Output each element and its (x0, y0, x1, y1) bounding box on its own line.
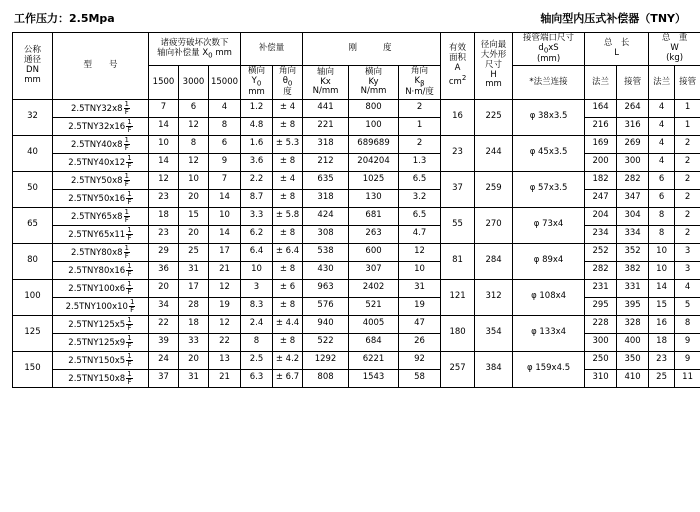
cell-fatigue-15000: 10 (209, 207, 241, 225)
cell-weight-pipe: 2 (675, 135, 700, 153)
cell-fatigue-3000: 20 (179, 225, 209, 243)
cell-length-pipe: 304 (617, 207, 649, 225)
col-header-stiffness: 刚 度 (303, 33, 441, 66)
cell-fatigue-3000: 17 (179, 279, 209, 297)
cell-length-flange: 228 (585, 315, 617, 333)
cell-model: 2.5TNY40x8 $\frac{1}{F}$ (53, 135, 149, 153)
cell-lateral-y0: 3.6 (241, 153, 273, 171)
cell-model: 2.5TNY100x10 $\frac{1}{F}$ (53, 297, 149, 315)
cell-radial-size: 384 (475, 351, 513, 387)
table-row (13, 261, 700, 279)
cell-dn: 100 (13, 279, 53, 315)
cell-angular-theta: ± 4.2 (273, 351, 303, 369)
cell-weight-pipe: 1 (675, 99, 700, 117)
table-body (13, 99, 700, 387)
cell-lateral-y0: 8.3 (241, 297, 273, 315)
cell-weight-flange: 16 (649, 315, 675, 333)
cell-kbeta: 19 (399, 297, 441, 315)
cell-weight-flange: 4 (649, 117, 675, 135)
cell-kbeta: 26 (399, 333, 441, 351)
cell-model: 2.5TNY32x16 $\frac{1}{F}$ (53, 117, 149, 135)
table-row (13, 225, 700, 243)
cell-fatigue-15000: 21 (209, 261, 241, 279)
page-title: 轴向型内压式补偿器（TNY） (540, 12, 686, 25)
table-row (13, 243, 700, 261)
cell-fatigue-1500: 24 (149, 351, 179, 369)
cell-ky: 600 (349, 243, 399, 261)
cell-lateral-y0: 4.8 (241, 117, 273, 135)
cell-fatigue-1500: 23 (149, 225, 179, 243)
cell-angular-theta: ± 8 (273, 117, 303, 135)
cell-ky: 684 (349, 333, 399, 351)
cell-weight-flange: 10 (649, 243, 675, 261)
cell-weight-pipe: 2 (675, 189, 700, 207)
col-header-length-pipe: 接管 (617, 66, 649, 99)
col-header-weight-pipe: 接管 (675, 66, 700, 99)
cell-fatigue-3000: 18 (179, 315, 209, 333)
cell-kbeta: 4.7 (399, 225, 441, 243)
cell-fatigue-15000: 14 (209, 189, 241, 207)
cell-length-pipe: 400 (617, 333, 649, 351)
cell-port-size: φ 57x3.5 (513, 171, 585, 207)
cell-model: 2.5TNY50x8 $\frac{1}{F}$ (53, 171, 149, 189)
cell-lateral-y0: 1.2 (241, 99, 273, 117)
cell-angular-theta: ± 8 (273, 189, 303, 207)
col-header-model: 型 号 (53, 33, 149, 100)
cell-weight-flange: 4 (649, 153, 675, 171)
cell-kbeta: 2 (399, 135, 441, 153)
cell-weight-pipe: 3 (675, 243, 700, 261)
cell-kx: 430 (303, 261, 349, 279)
cell-weight-pipe: 8 (675, 315, 700, 333)
cell-fatigue-1500: 20 (149, 279, 179, 297)
table-row (13, 369, 700, 387)
cell-weight-flange: 4 (649, 99, 675, 117)
col-header-weight-flange: 法兰 (649, 66, 675, 99)
specification-table (12, 32, 700, 388)
page-header (12, 10, 688, 26)
cell-weight-pipe: 9 (675, 333, 700, 351)
cell-fatigue-15000: 14 (209, 225, 241, 243)
cell-dn: 150 (13, 351, 53, 387)
cell-fatigue-1500: 14 (149, 117, 179, 135)
cell-kx: 940 (303, 315, 349, 333)
table-row (13, 153, 700, 171)
cell-weight-flange: 18 (649, 333, 675, 351)
cell-port-size: φ 89x4 (513, 243, 585, 279)
cell-area: 81 (441, 243, 475, 279)
table-row (13, 207, 700, 225)
col-header-total-weight: 总 重 W (kg) (649, 33, 700, 66)
cell-weight-pipe: 2 (675, 171, 700, 189)
cell-model: 2.5TNY50x16 $\frac{1}{F}$ (53, 189, 149, 207)
cell-kx: 1292 (303, 351, 349, 369)
cell-weight-pipe: 2 (675, 153, 700, 171)
cell-length-flange: 247 (585, 189, 617, 207)
cell-weight-flange: 8 (649, 225, 675, 243)
cell-area: 257 (441, 351, 475, 387)
cell-ky: 130 (349, 189, 399, 207)
cell-weight-flange: 10 (649, 261, 675, 279)
cell-fatigue-15000: 12 (209, 279, 241, 297)
col-header-total-length: 总 长 L (585, 33, 649, 66)
cell-ky: 4005 (349, 315, 399, 333)
cell-fatigue-15000: 12 (209, 315, 241, 333)
cell-length-pipe: 334 (617, 225, 649, 243)
cell-fatigue-15000: 6 (209, 135, 241, 153)
cell-weight-flange: 6 (649, 189, 675, 207)
cell-ky: 689689 (349, 135, 399, 153)
cell-length-flange: 182 (585, 171, 617, 189)
cell-kbeta: 1 (399, 117, 441, 135)
cell-kx: 221 (303, 117, 349, 135)
cell-kx: 538 (303, 243, 349, 261)
cell-ky: 1025 (349, 171, 399, 189)
cell-kbeta: 1.3 (399, 153, 441, 171)
cell-model: 2.5TNY125x5 $\frac{1}{F}$ (53, 315, 149, 333)
cell-kx: 576 (303, 297, 349, 315)
cell-length-flange: 300 (585, 333, 617, 351)
col-header-kx: 轴向 Kx N/mm (303, 66, 349, 99)
cell-angular-theta: ± 8 (273, 333, 303, 351)
cell-length-flange: 310 (585, 369, 617, 387)
cell-fatigue-15000: 19 (209, 297, 241, 315)
cell-port-size: φ 45x3.5 (513, 135, 585, 171)
cell-radial-size: 354 (475, 315, 513, 351)
col-header-ky: 横向 Ky N/mm (349, 66, 399, 99)
cell-weight-pipe: 4 (675, 279, 700, 297)
cell-kbeta: 92 (399, 351, 441, 369)
cell-fatigue-3000: 31 (179, 369, 209, 387)
cell-fatigue-15000: 17 (209, 243, 241, 261)
cell-model: 2.5TNY65x11 $\frac{1}{F}$ (53, 225, 149, 243)
cell-fatigue-15000: 21 (209, 369, 241, 387)
cell-weight-flange: 14 (649, 279, 675, 297)
cell-weight-flange: 25 (649, 369, 675, 387)
col-header-dn: 公称 通径 DN mm (13, 33, 53, 100)
cell-lateral-y0: 10 (241, 261, 273, 279)
cell-kbeta: 6.5 (399, 207, 441, 225)
col-header-radial-size: 径向最 大外形 尺寸 H mm (475, 33, 513, 100)
cell-area: 23 (441, 135, 475, 171)
cell-weight-pipe: 3 (675, 261, 700, 279)
cell-fatigue-1500: 14 (149, 153, 179, 171)
cell-model: 2.5TNY150x5 $\frac{1}{F}$ (53, 351, 149, 369)
cell-model: 2.5TNY150x8 $\frac{1}{F}$ (53, 369, 149, 387)
cell-ky: 681 (349, 207, 399, 225)
cell-length-pipe: 316 (617, 117, 649, 135)
cell-angular-theta: ± 4.4 (273, 315, 303, 333)
cell-ky: 800 (349, 99, 399, 117)
cell-kx: 522 (303, 333, 349, 351)
cell-fatigue-1500: 37 (149, 369, 179, 387)
table-row (13, 315, 700, 333)
cell-area: 37 (441, 171, 475, 207)
cell-model: 2.5TNY125x9 $\frac{1}{F}$ (53, 333, 149, 351)
cell-kx: 212 (303, 153, 349, 171)
cell-lateral-y0: 8 (241, 333, 273, 351)
cell-lateral-y0: 8.7 (241, 189, 273, 207)
col-header-port-size: 接管端口尺寸 $d_0xS$ (mm) (513, 33, 585, 66)
cell-weight-pipe: 5 (675, 297, 700, 315)
cell-length-flange: 282 (585, 261, 617, 279)
col-header-length-flange: 法兰 (585, 66, 617, 99)
cell-angular-theta: ± 8 (273, 261, 303, 279)
cell-ky: 263 (349, 225, 399, 243)
cell-angular-theta: ± 6.4 (273, 243, 303, 261)
cell-fatigue-15000: 22 (209, 333, 241, 351)
cell-dn: 32 (13, 99, 53, 135)
cell-radial-size: 244 (475, 135, 513, 171)
cell-lateral-y0: 1.6 (241, 135, 273, 153)
cell-kbeta: 6.5 (399, 171, 441, 189)
table-row (13, 297, 700, 315)
cell-kx: 635 (303, 171, 349, 189)
cell-kx: 963 (303, 279, 349, 297)
cell-fatigue-15000: 8 (209, 117, 241, 135)
cell-fatigue-1500: 29 (149, 243, 179, 261)
cell-radial-size: 284 (475, 243, 513, 279)
cell-kx: 424 (303, 207, 349, 225)
cell-kx: 318 (303, 189, 349, 207)
cell-length-pipe: 282 (617, 171, 649, 189)
cell-weight-flange: 4 (649, 135, 675, 153)
cell-fatigue-3000: 6 (179, 99, 209, 117)
table-row (13, 99, 700, 117)
cell-length-flange: 200 (585, 153, 617, 171)
col-header-flange-connection: *法兰连接 (513, 66, 585, 99)
cell-weight-flange: 6 (649, 171, 675, 189)
col-header-kbeta: 角向 $K_\beta$ N·m/度 (399, 66, 441, 99)
cell-angular-theta: ± 8 (273, 153, 303, 171)
cell-kbeta: 58 (399, 369, 441, 387)
cell-kx: 308 (303, 225, 349, 243)
cell-fatigue-3000: 28 (179, 297, 209, 315)
cell-fatigue-15000: 13 (209, 351, 241, 369)
cell-length-pipe: 300 (617, 153, 649, 171)
cell-kbeta: 3.2 (399, 189, 441, 207)
cell-port-size: φ 73x4 (513, 207, 585, 243)
cell-radial-size: 270 (475, 207, 513, 243)
col-header-compensation: 补偿量 (241, 33, 303, 66)
cell-length-pipe: 264 (617, 99, 649, 117)
cell-lateral-y0: 3 (241, 279, 273, 297)
cell-fatigue-3000: 31 (179, 261, 209, 279)
cell-kbeta: 12 (399, 243, 441, 261)
cell-dn: 65 (13, 207, 53, 243)
col-header-fatigue-15000: 15000 (209, 66, 241, 99)
cell-port-size: φ 38x3.5 (513, 99, 585, 135)
cell-length-flange: 252 (585, 243, 617, 261)
cell-model: 2.5TNY80x16 $\frac{1}{F}$ (53, 261, 149, 279)
cell-lateral-y0: 3.3 (241, 207, 273, 225)
cell-model: 2.5TNY32x8 $\frac{1}{F}$ (53, 99, 149, 117)
cell-kx: 441 (303, 99, 349, 117)
cell-fatigue-1500: 22 (149, 315, 179, 333)
table-row (13, 279, 700, 297)
cell-ky: 6221 (349, 351, 399, 369)
cell-fatigue-3000: 10 (179, 171, 209, 189)
cell-fatigue-3000: 15 (179, 207, 209, 225)
cell-length-pipe: 269 (617, 135, 649, 153)
cell-kbeta: 47 (399, 315, 441, 333)
cell-length-flange: 231 (585, 279, 617, 297)
cell-length-pipe: 382 (617, 261, 649, 279)
cell-weight-pipe: 9 (675, 351, 700, 369)
cell-lateral-y0: 2.5 (241, 351, 273, 369)
cell-length-flange: 204 (585, 207, 617, 225)
cell-model: 2.5TNY100x6 $\frac{1}{F}$ (53, 279, 149, 297)
cell-fatigue-15000: 9 (209, 153, 241, 171)
cell-ky: 521 (349, 297, 399, 315)
cell-fatigue-1500: 12 (149, 171, 179, 189)
col-header-fatigue: 诸疲劳破坏次数下 轴向补偿量 $X_0$ mm (149, 33, 241, 66)
col-header-angular-theta: 角向 $\theta_0$ 度 (273, 66, 303, 99)
cell-kx: 808 (303, 369, 349, 387)
cell-model: 2.5TNY80x8 $\frac{1}{F}$ (53, 243, 149, 261)
table-row (13, 333, 700, 351)
table-row (13, 189, 700, 207)
cell-fatigue-15000: 7 (209, 171, 241, 189)
cell-weight-flange: 8 (649, 207, 675, 225)
cell-angular-theta: ± 6 (273, 279, 303, 297)
cell-dn: 40 (13, 135, 53, 171)
cell-fatigue-3000: 33 (179, 333, 209, 351)
cell-dn: 50 (13, 171, 53, 207)
table-row (13, 351, 700, 369)
cell-weight-pipe: 1 (675, 117, 700, 135)
cell-lateral-y0: 6.3 (241, 369, 273, 387)
cell-radial-size: 225 (475, 99, 513, 135)
cell-dn: 80 (13, 243, 53, 279)
cell-length-pipe: 331 (617, 279, 649, 297)
cell-fatigue-1500: 34 (149, 297, 179, 315)
cell-model: 2.5TNY65x8 $\frac{1}{F}$ (53, 207, 149, 225)
cell-length-pipe: 350 (617, 351, 649, 369)
cell-area: 180 (441, 315, 475, 351)
cell-weight-pipe: 11 (675, 369, 700, 387)
cell-angular-theta: ± 8 (273, 225, 303, 243)
cell-area: 55 (441, 207, 475, 243)
cell-fatigue-1500: 7 (149, 99, 179, 117)
cell-model: 2.5TNY40x12 $\frac{1}{F}$ (53, 153, 149, 171)
cell-length-flange: 295 (585, 297, 617, 315)
cell-weight-pipe: 2 (675, 225, 700, 243)
cell-ky: 204204 (349, 153, 399, 171)
cell-length-pipe: 347 (617, 189, 649, 207)
cell-angular-theta: ± 5.8 (273, 207, 303, 225)
cell-lateral-y0: 6.2 (241, 225, 273, 243)
cell-ky: 100 (349, 117, 399, 135)
col-header-area: 有效 面积 A $cm^2$ (441, 33, 475, 100)
cell-fatigue-3000: 20 (179, 189, 209, 207)
cell-weight-pipe: 2 (675, 207, 700, 225)
working-pressure-label: 工作压力：2.5Mpa (14, 12, 115, 25)
cell-port-size: φ 159x4.5 (513, 351, 585, 387)
cell-dn: 125 (13, 315, 53, 351)
cell-fatigue-3000: 20 (179, 351, 209, 369)
cell-fatigue-3000: 12 (179, 117, 209, 135)
cell-port-size: φ 108x4 (513, 279, 585, 315)
col-header-lateral-y0: 横向 $Y_0$ mm (241, 66, 273, 99)
cell-ky: 1543 (349, 369, 399, 387)
cell-angular-theta: ± 4 (273, 171, 303, 189)
cell-kbeta: 2 (399, 99, 441, 117)
cell-kbeta: 10 (399, 261, 441, 279)
cell-kbeta: 31 (399, 279, 441, 297)
cell-area: 121 (441, 279, 475, 315)
cell-length-flange: 250 (585, 351, 617, 369)
cell-fatigue-3000: 12 (179, 153, 209, 171)
table-row (13, 135, 700, 153)
col-header-fatigue-3000: 3000 (179, 66, 209, 99)
cell-weight-flange: 23 (649, 351, 675, 369)
cell-lateral-y0: 6.4 (241, 243, 273, 261)
cell-radial-size: 312 (475, 279, 513, 315)
cell-fatigue-3000: 8 (179, 135, 209, 153)
cell-angular-theta: ± 8 (273, 297, 303, 315)
cell-kx: 318 (303, 135, 349, 153)
cell-fatigue-1500: 39 (149, 333, 179, 351)
cell-angular-theta: ± 5.3 (273, 135, 303, 153)
cell-angular-theta: ± 6.7 (273, 369, 303, 387)
cell-radial-size: 259 (475, 171, 513, 207)
table-row (13, 171, 700, 189)
cell-length-pipe: 395 (617, 297, 649, 315)
cell-lateral-y0: 2.4 (241, 315, 273, 333)
cell-fatigue-1500: 18 (149, 207, 179, 225)
cell-lateral-y0: 2.2 (241, 171, 273, 189)
cell-fatigue-15000: 4 (209, 99, 241, 117)
cell-angular-theta: ± 4 (273, 99, 303, 117)
cell-fatigue-3000: 25 (179, 243, 209, 261)
cell-fatigue-1500: 23 (149, 189, 179, 207)
cell-length-pipe: 328 (617, 315, 649, 333)
cell-length-flange: 216 (585, 117, 617, 135)
cell-length-pipe: 410 (617, 369, 649, 387)
cell-fatigue-1500: 36 (149, 261, 179, 279)
cell-weight-flange: 15 (649, 297, 675, 315)
cell-length-flange: 169 (585, 135, 617, 153)
cell-length-pipe: 352 (617, 243, 649, 261)
cell-length-flange: 234 (585, 225, 617, 243)
cell-ky: 307 (349, 261, 399, 279)
cell-ky: 2402 (349, 279, 399, 297)
cell-area: 16 (441, 99, 475, 135)
table-row (13, 117, 700, 135)
col-header-fatigue-1500: 1500 (149, 66, 179, 99)
cell-port-size: φ 133x4 (513, 315, 585, 351)
cell-length-flange: 164 (585, 99, 617, 117)
cell-fatigue-1500: 10 (149, 135, 179, 153)
